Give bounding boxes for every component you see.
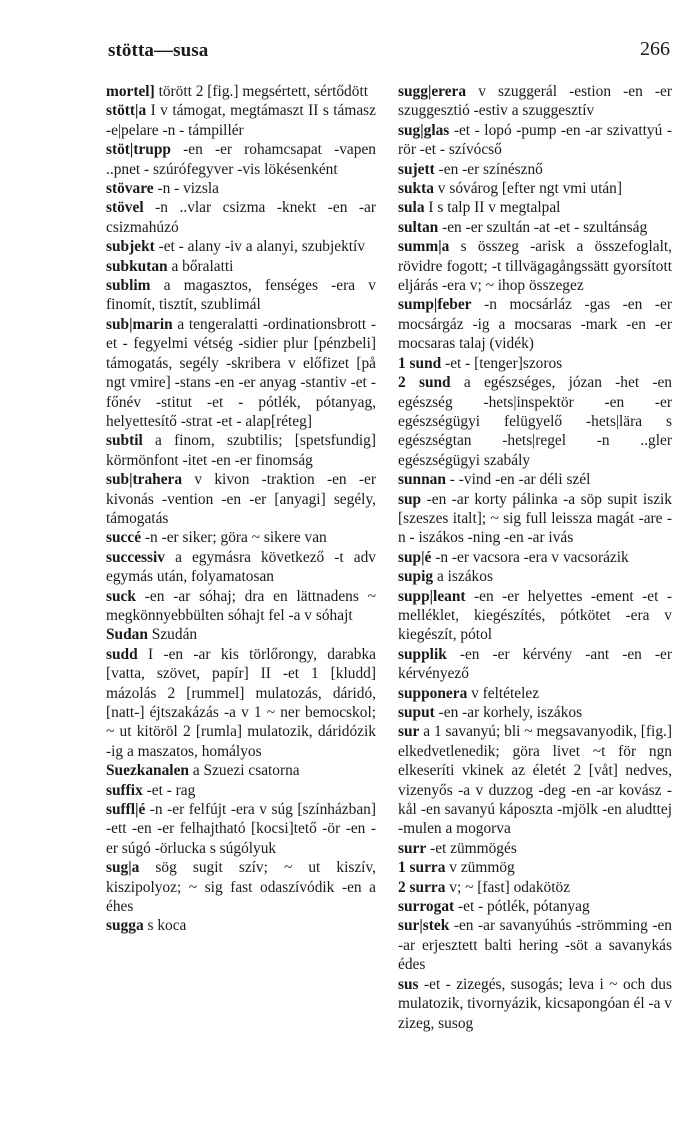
dictionary-entry	[398, 858, 672, 877]
entry-headword: sublim	[106, 277, 151, 295]
entry-headword: 1 sund	[398, 354, 442, 372]
dictionary-entry	[398, 975, 672, 1033]
dictionary-entry	[106, 431, 376, 470]
dictionary-entry	[106, 800, 376, 858]
entry-definition: -en -er kérvény -ant -en -er kérvényező	[398, 645, 672, 683]
entry-headword: suput	[398, 704, 435, 721]
entry-headword: sup	[398, 490, 422, 508]
dictionary-entry	[398, 354, 672, 373]
entry-definition: a finom, szubtilis; [spetsfundig] körmönfont -itet -en -er finomság	[106, 432, 376, 469]
entry-headword: surr	[398, 839, 427, 857]
dictionary-entry	[398, 218, 672, 237]
dictionary-entry	[106, 198, 376, 237]
entry-headword: subjekt	[106, 238, 155, 256]
entry-definition: v zümmög	[445, 859, 515, 877]
entry-definition: -n - vizsla	[153, 180, 219, 198]
entry-headword: sur	[398, 723, 420, 741]
entry-headword: stövare	[106, 180, 154, 198]
dictionary-entry	[106, 781, 376, 800]
entry-headword: summ|a	[398, 238, 450, 256]
entry-headword: Sudan	[106, 626, 148, 644]
entry-definition: -et - rag	[142, 781, 196, 799]
entry-headword: sula	[398, 199, 425, 217]
dictionary-entry	[398, 470, 672, 489]
entry-definition: v sóvárog [efter ngt vmi után]	[433, 180, 622, 198]
entry-definition: v; ~ [fast] odakötöz	[445, 878, 571, 896]
dictionary-entry	[398, 684, 672, 703]
dictionary-entry	[106, 101, 376, 140]
running-head: stötta—susa	[108, 40, 209, 61]
entry-definition: -n -er vacsora -era v vacsorázik	[431, 548, 629, 566]
dictionary-entry	[106, 140, 376, 179]
dictionary-entry	[398, 237, 672, 295]
dictionary-entry	[398, 703, 672, 722]
dictionary-entry	[398, 916, 672, 974]
dictionary-entry	[398, 179, 672, 198]
entry-headword: sujett	[398, 160, 435, 178]
entry-headword: stövel	[106, 199, 144, 217]
entry-definition: -en -er színésznő	[434, 160, 543, 178]
dictionary-entry	[398, 722, 672, 838]
entry-headword: sur|stek	[398, 917, 450, 935]
entry-headword: sug|glas	[398, 121, 450, 139]
entry-headword: subtil	[106, 432, 143, 450]
dictionary-entry	[398, 839, 672, 858]
entry-headword: sukta	[398, 180, 434, 198]
entry-definition: a tengeralatti -ordinationsbrott -et - fegyelmi vétség -sidier plur [pénzbeli] támogatás, segély -skribera v előfizet [på ngt vmire] -stans -en -er anyag -stantiv -et - főnév -stitut -et - pótlék, pótanyag, helyettesítő -strat -et - alap[réteg]	[106, 315, 376, 430]
entry-definition: s koca	[143, 917, 187, 935]
entry-definition: sög sugit szív; ~ ut kiszív, kiszipolyoz; ~ sig fast odaszívódik -en a éhes	[106, 859, 376, 916]
entry-headword: 1 surra	[398, 859, 446, 877]
entry-headword: supig	[398, 568, 434, 586]
dictionary-entry	[106, 761, 376, 780]
entry-definition: a bőralatti	[167, 257, 234, 275]
entry-headword: sup|é	[398, 548, 432, 566]
entry-headword: suffl|é	[106, 801, 146, 819]
entry-definition: - -vind -en -ar déli szél	[445, 471, 591, 489]
entry-definition: -et - alany -iv a alanyi, szubjektív	[154, 238, 366, 256]
dictionary-entry	[398, 160, 672, 179]
entry-headword: sudd	[106, 645, 138, 663]
entry-headword: mortel]	[106, 83, 155, 100]
entry-definition: -n -er siker; göra ~ sikere van	[141, 529, 327, 547]
entry-definition: s összeg -arisk a összefoglalt, rövidre fogott; -t tillvägagångssätt gyorsított eljárás -era v; ~ ihop összegez	[398, 238, 672, 295]
page-number: 266	[640, 38, 670, 60]
dictionary-entry	[106, 916, 376, 935]
entry-headword: subkutan	[106, 257, 168, 275]
entry-definition: I -en -ar kis törlőrongy, darabka [vatta, szövet, papír] II -et 1 [kludd] mázolás 2 [rummel] mulatozás, dáridó, [natt-] éjtszakázás -a v 1 ~ ner bemocskol; ~ ut kitöröl 2 [rumla] mulatozik, dáridózik -ig a maszatos, homályos	[106, 645, 376, 760]
entry-headword: Suezkanalen	[106, 762, 189, 780]
dictionary-entry	[398, 490, 672, 548]
dictionary-entry	[106, 315, 376, 431]
dictionary-entry	[398, 373, 672, 470]
entry-headword: suffix	[106, 781, 143, 799]
entry-definition: -et - [tenger]szoros	[441, 354, 563, 372]
entry-headword: sub|marin	[106, 315, 173, 333]
entry-headword: surrogat	[398, 898, 455, 916]
entry-definition: -et - lopó -pump -en -ar szivattyú -rör -et - szívócső	[398, 121, 672, 159]
entry-definition: v feltételez	[467, 684, 540, 702]
entry-definition: -et zümmögés	[426, 839, 517, 857]
entry-definition: a 1 savanyú; bli ~ megsavanyodik, [fig.] elkedvetlenedik; göra livet ~t för ngn elkeseríti vkinek az életét 2 [våt] nedves, vizenyős -a v duzzog -deg -en -ar kovász -kål -en savanyú káposzta -mjölk -en aludttej -mulen a mogorva	[398, 723, 672, 838]
dictionary-entry	[106, 548, 376, 587]
entry-definition: a magasztos, fenséges -era v finomít, tisztít, szublimál	[106, 277, 376, 314]
dictionary-entry	[106, 470, 376, 528]
entry-headword: sugga	[106, 917, 144, 935]
entry-headword: suck	[106, 587, 136, 605]
entry-headword: supp|leant	[398, 587, 466, 605]
entry-headword: supponera	[398, 684, 468, 702]
entry-headword: succé	[106, 529, 142, 547]
entry-headword: sultan	[398, 218, 439, 236]
dictionary-entry	[398, 548, 672, 567]
entry-definition: I v támogat, megtámaszt II s támasz -e|pelare -n - támpillér	[106, 102, 376, 139]
entry-headword: sump|feber	[398, 296, 472, 314]
entry-definition: -en -ar korty pálinka -a söp supit iszik [szeszes italt]; ~ sig full leissza magát -are -n - iszákos -ning -en -ar ivás	[398, 490, 672, 547]
entry-headword: 2 sund	[398, 374, 451, 392]
entry-headword: sug|a	[106, 859, 140, 877]
dictionary-entry	[106, 858, 376, 916]
dictionary-entry	[398, 198, 672, 217]
entry-headword: sus	[398, 975, 419, 993]
entry-definition: -en -ar savanyúhús -strömming -en -ar erjesztett balti hering -söt a savanykás édes	[398, 917, 672, 974]
entry-definition: v kivon -traktion -en -er kivonás -vention -en -er [anyagi] segély, támogatás	[106, 471, 376, 527]
dictionary-entry	[398, 82, 672, 121]
dictionary-entry	[106, 82, 376, 101]
dictionary-entry	[398, 567, 672, 586]
entry-definition: -et - zizegés, susogás; leva i ~ och dus mulatozik, tivornyázik, kicsapongóan él -a v zizeg, susog	[398, 975, 672, 1032]
entry-definition: -n -er felfújt -era v súg [színházban] -ett -en -er felhajtható [kocsi]tető -ör -en -er súgó -örlucka s súgólyuk	[106, 801, 376, 857]
dictionary-entry	[106, 179, 376, 198]
dictionary-entry	[398, 878, 672, 897]
entry-headword: supplik	[398, 645, 447, 663]
entry-headword: successiv	[106, 548, 165, 566]
entry-definition: I s talp II v megtalpal	[424, 199, 561, 217]
entry-headword: 2 surra	[398, 878, 446, 896]
entry-headword: sub|trahera	[106, 471, 183, 489]
entry-definition: v szuggerál -estion -en -er szuggesztió -estiv a szuggesztív	[398, 83, 672, 120]
dictionary-entry	[106, 276, 376, 315]
entry-definition: törött 2 [fig.] megsértett, sértődött	[154, 83, 369, 100]
dictionary-entry	[106, 237, 376, 256]
dictionary-entry	[398, 295, 672, 353]
entry-headword: sugg|erera	[398, 83, 467, 100]
entry-definition: -en -er rohamcsapat -vapen ..pnet - szúrófegyver -vis lökésenként	[106, 141, 376, 178]
dictionary-entry	[398, 121, 672, 160]
entry-definition: -en -er helyettes -ement -et - melléklet, kiegészítés, pótkötet -era v kiegészít, pótol	[398, 587, 672, 644]
entry-definition: -en -ar korhely, iszákos	[434, 704, 583, 721]
dictionary-entry	[106, 528, 376, 547]
dictionary-entry	[106, 257, 376, 276]
dictionary-entry	[398, 645, 672, 684]
dictionary-entry	[398, 897, 672, 916]
entry-headword: stöt|trupp	[106, 141, 171, 159]
left-column	[106, 82, 376, 936]
dictionary-entry	[398, 587, 672, 645]
entry-headword: sunnan	[398, 471, 446, 489]
dictionary-entry	[106, 645, 376, 761]
entry-definition: a iszákos	[433, 568, 493, 586]
entry-definition: -en -ar sóhaj; dra en lättnadens ~ megkönnyebbülten sóhajt fel -a v sóhajt	[106, 587, 376, 624]
entry-definition: a egészséges, józan -het -en egészség -hets|inspektör -en -er egészségügyi felügyelő -hets|lära s egészségtan -hets|regel -n ..gler egészségügyi szabály	[398, 374, 672, 469]
entry-definition: -n mocsárláz -gas -en -er mocsárgáz -ig a mocsaras -mark -en -er mocsaras talaj (vidék)	[398, 296, 672, 353]
entry-definition: -n ..vlar csizma -knekt -en -ar csizmahúzó	[106, 199, 376, 236]
entry-definition: -en -er szultán -at -et - szultánság	[438, 218, 648, 236]
dictionary-entry	[106, 587, 376, 626]
entry-headword: stött|a	[106, 102, 147, 120]
dictionary-entry	[106, 625, 376, 644]
entry-definition: Szudán	[147, 626, 198, 644]
entry-definition: a Szuezi csatorna	[188, 762, 300, 780]
entry-definition: a egymásra következő -t adv egymás után, folyamatosan	[106, 548, 376, 586]
entry-definition: -et - pótlék, pótanyag	[454, 898, 590, 916]
right-column	[398, 82, 672, 1033]
